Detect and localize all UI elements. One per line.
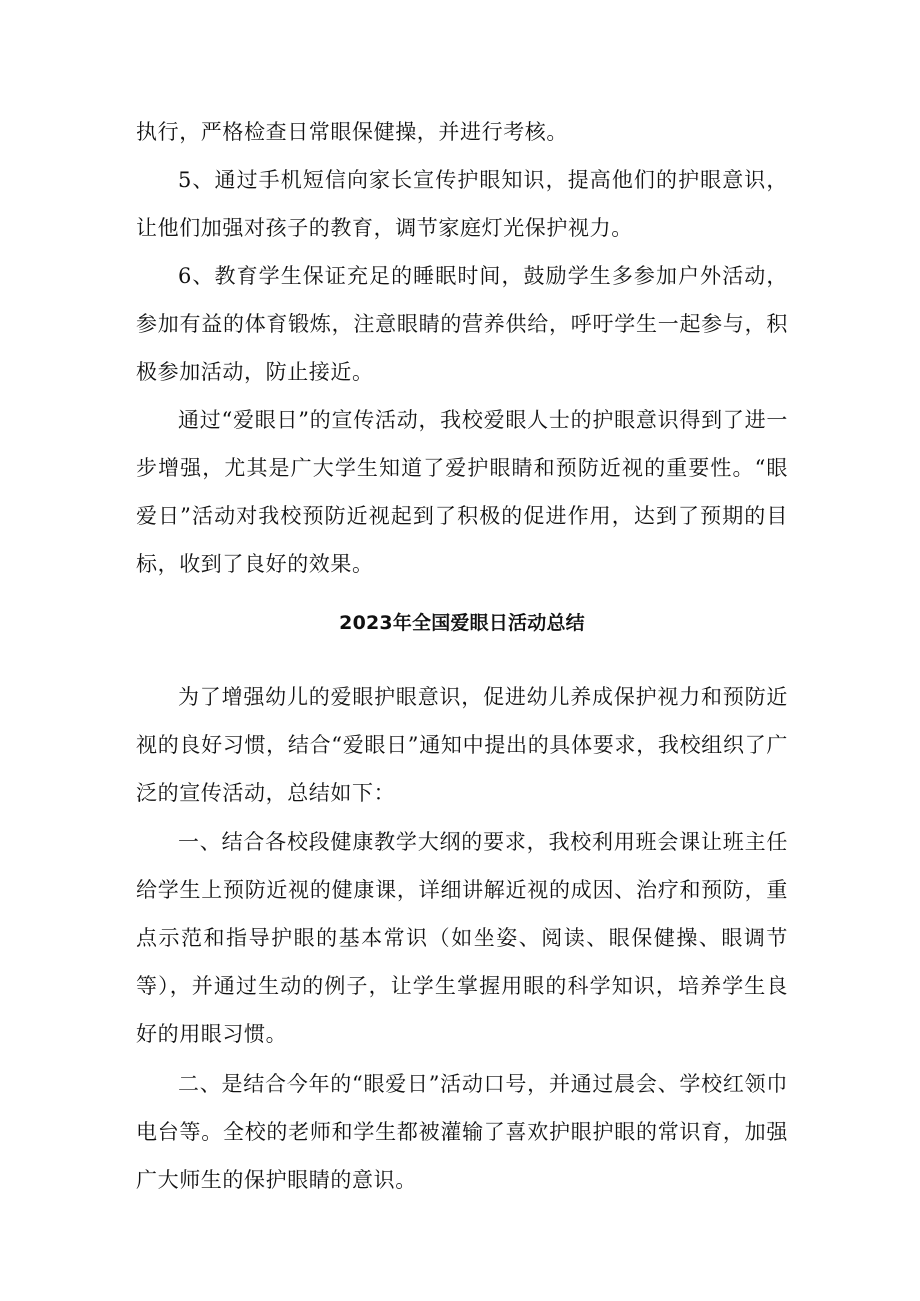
section-title: 2023年全国爱眼日活动总结 [339, 612, 585, 634]
paragraph-continuation: 执行，严格检查日常眼保健操，并进行考核。 [136, 120, 568, 144]
paragraph-intro: 为了增强幼儿的爱眼护眼意识，促进幼儿养成保护视力和预防近视的良好习惯，结合“爱眼日”通知中提出的具体要求，我校组织了广泛的宣传活动，总结如下： [136, 685, 788, 805]
paragraph-section-1: 一、结合各校段健康教学大纲的要求，我校利用班会课让班主任给学生上预防近视的健康课，详细讲解近视的成因、治疗和预防，重点示范和指导护眼的基本常识（如坐姿、阅读、眼保健操、眼调节等），并通过生动的例子，让学生掌握用眼的科学知识，培养学生良好的用眼习惯。 [136, 830, 788, 1046]
paragraph-item-5: 5、通过手机短信向家长宣传护眼知识，提高他们的护眼意识，让他们加强对孩子的教育，调节家庭灯光保护视力。 [136, 168, 788, 240]
paragraph-section-2: 二、是结合今年的“眼爱日”活动口号，并通过晨会、学校红领巾电台等。全校的老师和学生都被灌输了喜欢护眼护眼的常识育，加强广大师生的保护眼睛的意识。 [136, 1072, 788, 1192]
paragraph-item-6: 6、教育学生保证充足的睡眠时间，鼓励学生多参加户外活动，参加有益的体育锻炼，注意眼睛的营养供给，呼吁学生一起参与，积极参加活动，防止接近。 [136, 264, 788, 384]
paragraph-conclusion: 通过“爱眼日”的宣传活动，我校爱眼人士的护眼意识得到了进一步增强，尤其是广大学生知道了爱护眼睛和预防近视的重要性。“眼爱日”活动对我校预防近视起到了积极的促进作用，达到了预期的目标，收到了良好的效果。 [136, 408, 788, 576]
